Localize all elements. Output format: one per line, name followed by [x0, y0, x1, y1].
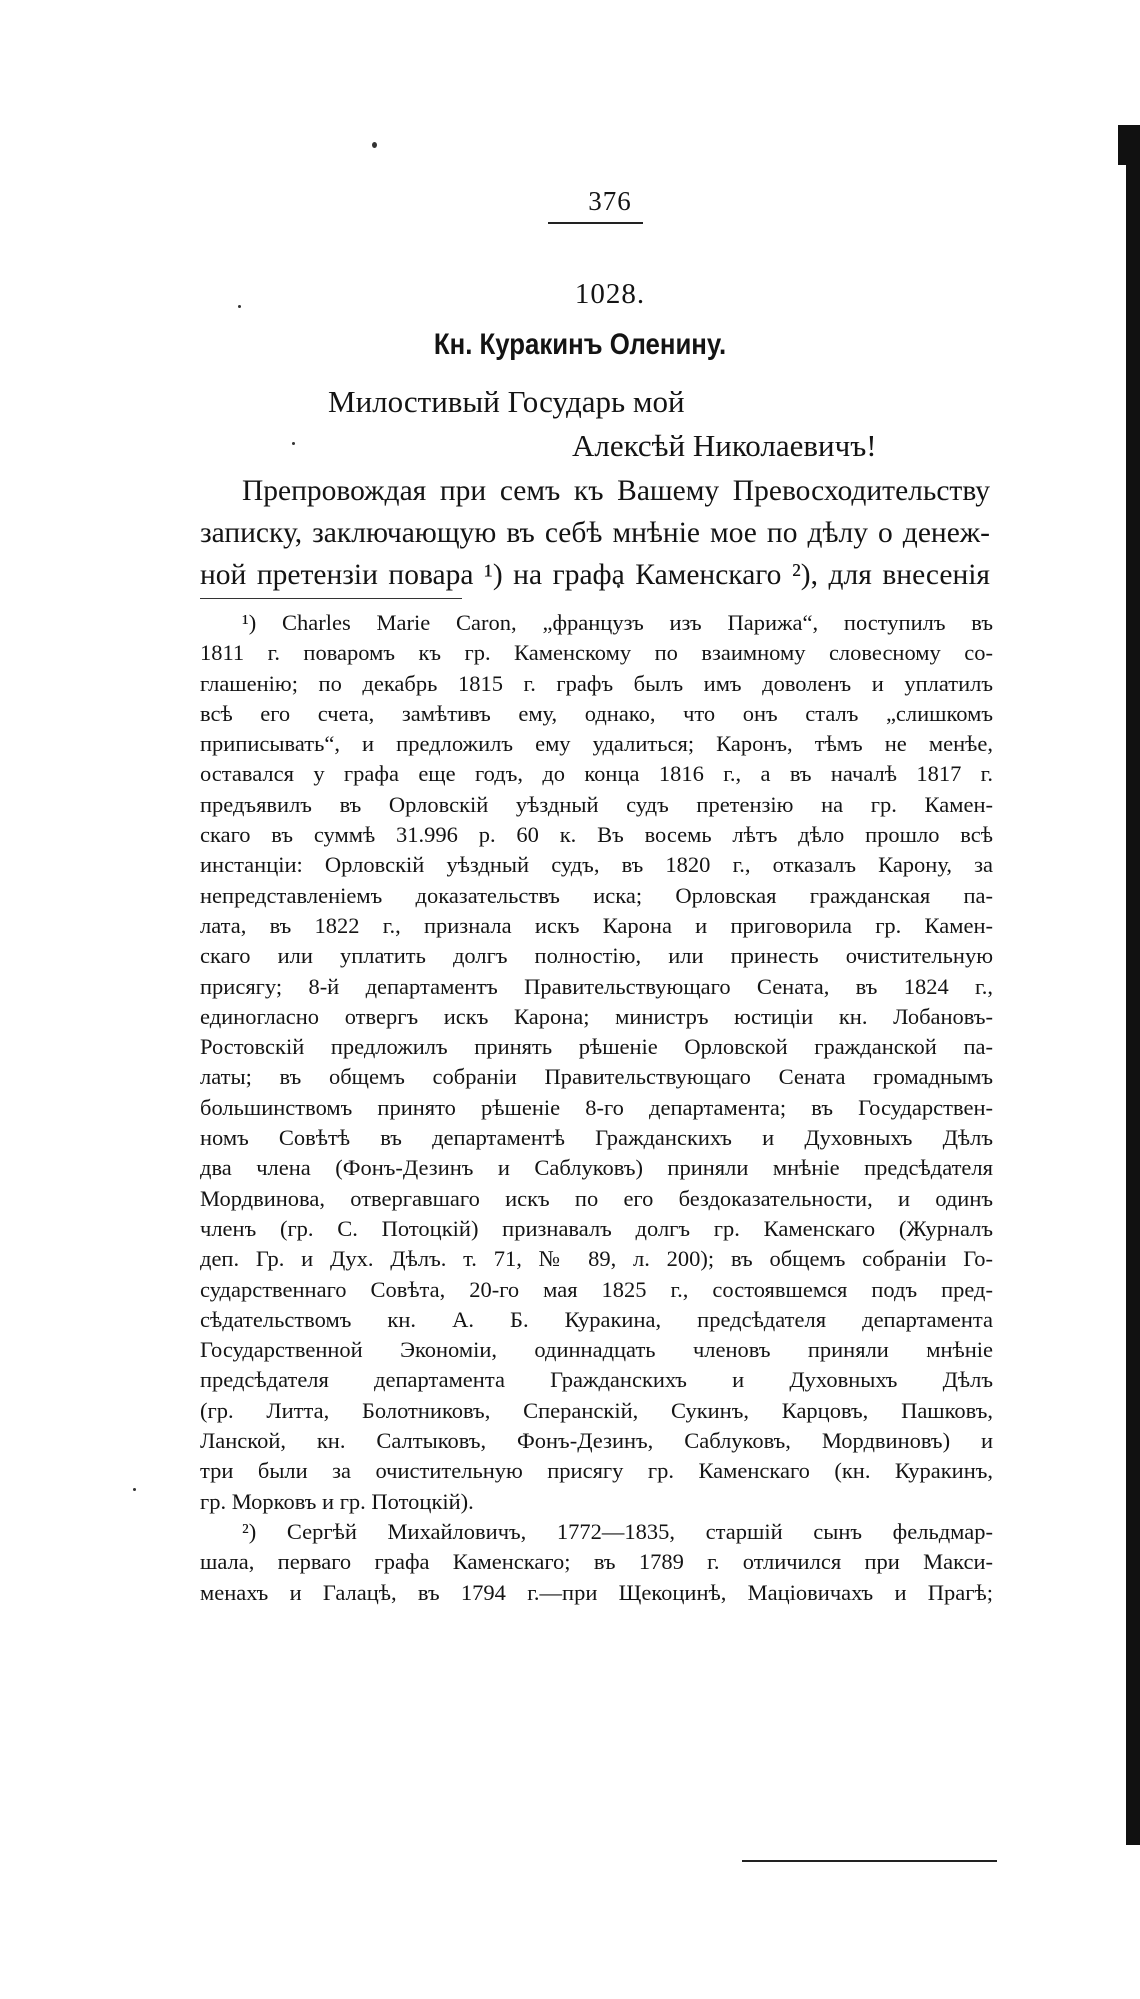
footnote-1-line: Мордвинова, отвергавшаго искъ по его бездоказательности, и одинъ [200, 1185, 993, 1211]
footnote-1-line: предъявилъ въ Орловскій уѣздный судъ претензію на гр. Камен- [200, 791, 993, 817]
footnote-1-line: Ростовскій предложилъ принять рѣшеніе Орловской гражданской па- [200, 1034, 993, 1060]
footnote-1-line: непредставленіемъ доказательствъ иска; Орловская гражданская па- [200, 882, 993, 908]
letter-title: Кн. Куракинъ Оленину. [433, 328, 727, 361]
footnote-1-line: сѣдательствомъ кн. А. Б. Куракина, предсѣдателя департамента [200, 1306, 993, 1332]
footnote-1-line: номъ Совѣтѣ въ департаментѣ Гражданскихъ и Духовныхъ Дѣлъ [200, 1125, 993, 1151]
footnote-1-line: (гр. Литта, Болотниковъ, Сперанскій, Сукинъ, Карцовъ, Пашковъ, [200, 1397, 993, 1423]
footnote-1-line: скаго въ суммѣ 31.996 р. 60 к. Въ восемь лѣтъ дѣло прошло всѣ [200, 822, 993, 848]
footnote-1-line: приписывать“, и предложилъ ему удалиться; Каронъ, тѣмъ не менѣе, [200, 731, 993, 757]
footnote-1-line: единогласно отвергъ искъ Карона; министръ юстиціи кн. Лобановъ- [200, 1003, 993, 1029]
footnote-1-line: предсѣдателя департамента Гражданскихъ и Духовныхъ Дѣлъ [200, 1367, 993, 1393]
footnote-1-line: большинствомъ принято рѣшеніе 8-го департамента; въ Государствен- [200, 1094, 993, 1120]
scan-speck [372, 142, 377, 148]
footnote-1-line: деп. Гр. и Дух. Дѣлъ. т. 71, № 89, л. 200); въ общемъ собраніи Го- [200, 1246, 993, 1272]
footnote-separator [200, 598, 462, 599]
footnote-1-line: 1811 г. поваромъ къ гр. Каменскому по взаимному словесному со- [200, 640, 993, 666]
footnote-2-line: менахъ и Галацѣ, въ 1794 г.—при Щекоцинѣ, Маціовичахъ и Прагѣ; [200, 1579, 993, 1605]
footnote-1-line: сударственнаго Совѣта, 20-го мая 1825 г., состоявшемся подъ пред- [200, 1276, 993, 1302]
footnotes [200, 608, 993, 1608]
scan-speck [292, 442, 295, 445]
salutation-line-2: Алексѣй Николаевичъ! [572, 428, 877, 463]
footnote-1-line: Ланской, кн. Салтыковъ, Фонъ-Дезинъ, Саблуковъ, Мордвиновъ) и [200, 1428, 993, 1454]
scan-speck [238, 305, 241, 308]
footnote-1-line: латы; въ общемъ собраніи Правительствующаго Сената громаднымъ [200, 1064, 993, 1090]
footnote-1-line: глашенію; по декабрь 1815 г. графъ былъ имъ доволенъ и уплатилъ [200, 670, 993, 696]
letter-body [200, 470, 990, 596]
footnote-1-line: присягу; 8-й департаментъ Правительствующаго Сената, въ 1824 г., [200, 973, 993, 999]
salutation-line-1: Милостивый Государь мой [328, 384, 685, 419]
body-line: ной претензіи повара ¹) на графа Каменскаго ²), для внесенія [200, 559, 990, 591]
footnote-1-line: гр. Морковъ и гр. Потоцкій). [200, 1488, 474, 1514]
footnote-1-line: три были за очистительную присягу гр. Каменскаго (кн. Куракинъ, [200, 1458, 993, 1484]
footnote-1-line: ¹) Charles Marie Caron, „французъ изъ Парижа“, поступилъ въ [242, 610, 993, 635]
page-number-underline [548, 222, 643, 224]
body-line: записку, заключающую въ себѣ мнѣніе мое по дѣлу о денеж- [200, 517, 990, 549]
footnote-2-line: шала, перваго графа Каменскаго; въ 1789 г. отличился при Макси- [200, 1549, 993, 1575]
scan-speck [133, 1488, 136, 1491]
body-line: Препровождая при семъ къ Вашему Превосходительству [242, 475, 990, 507]
footnote-1-line: скаго или уплатить долгъ полностію, или принесть очистительную [200, 943, 993, 969]
bottom-rule [742, 1860, 997, 1862]
footnote-1-line: Государственной Экономіи, одиннадцать членовъ приняли мнѣніе [200, 1337, 993, 1363]
footnote-1-line: лата, въ 1822 г., признала искъ Карона и приговорила гр. Камен- [200, 912, 993, 938]
footnote-1-line: два члена (Фонъ-Дезинъ и Саблуковъ) приняли мнѣніе предсѣдателя [200, 1155, 993, 1181]
footnote-1-line: оставался у графа еще годъ, до конца 1816 г., а въ началѣ 1817 г. [200, 761, 993, 787]
scan-edge-shadow [1126, 125, 1140, 1845]
footnote-1-line: всѣ его счета, замѣтивъ ему, однако, что онъ сталъ „слишкомъ [200, 700, 993, 726]
letter-number: 1028. [574, 278, 646, 310]
footnote-1-line: инстанціи: Орловскій уѣздный судъ, въ 1820 г., отказалъ Карону, за [200, 852, 993, 878]
scan-edge-shadow-top [1118, 125, 1140, 165]
footnote-2-line: ²) Сергѣй Михайловичъ, 1772—1835, старшій сынъ фельдмар- [242, 1518, 993, 1544]
page-number: 376 [588, 186, 632, 216]
footnote-1-line: членъ (гр. С. Потоцкій) признавалъ долгъ гр. Каменскаго (Журналъ [200, 1215, 993, 1241]
